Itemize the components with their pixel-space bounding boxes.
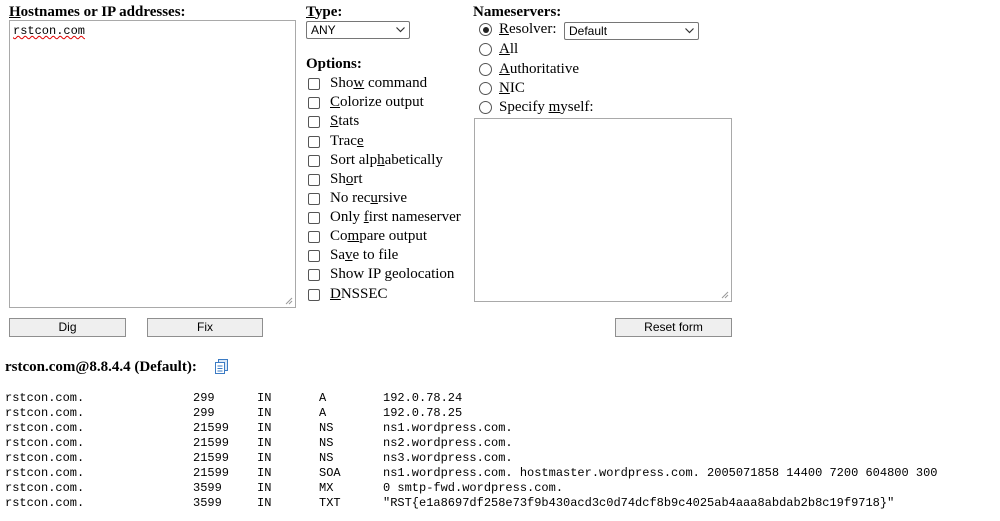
radio-label: All xyxy=(499,41,519,57)
result-cell-data: ns3.wordpress.com. xyxy=(383,451,513,465)
checkbox[interactable] xyxy=(308,174,320,186)
result-row xyxy=(0,466,1000,480)
option-label: Save to file xyxy=(330,247,399,263)
checkbox[interactable] xyxy=(308,155,320,167)
checkbox[interactable] xyxy=(308,212,320,224)
checkbox[interactable] xyxy=(308,193,320,205)
result-cell-cls: IN xyxy=(257,481,272,495)
result-cell-data: ns2.wordpress.com. xyxy=(383,436,513,450)
result-cell-cls: IN xyxy=(257,436,272,450)
type-select[interactable] xyxy=(306,21,410,39)
dig-button[interactable]: Dig xyxy=(9,318,126,337)
result-cell-data: ns1.wordpress.com. xyxy=(383,421,513,435)
option-label: DNSSEC xyxy=(330,286,388,302)
hostnames-label: Hostnames or IP addresses: xyxy=(9,4,186,20)
chevron-down-icon xyxy=(685,28,694,34)
result-cell-cls: IN xyxy=(257,391,272,405)
result-cell-data: 192.0.78.24 xyxy=(383,391,463,405)
result-cell-ttl: 299 xyxy=(193,406,215,420)
result-row xyxy=(0,421,1000,435)
radio-resolver-dot[interactable] xyxy=(479,23,492,36)
checkbox[interactable] xyxy=(308,97,320,109)
radio-dot[interactable] xyxy=(479,43,492,56)
reset-form-button[interactable]: Reset form xyxy=(615,318,732,337)
result-cell-name: rstcon.com. xyxy=(5,391,85,405)
checkbox[interactable] xyxy=(308,250,320,262)
option-label: Only first nameserver xyxy=(330,209,461,225)
checkbox[interactable] xyxy=(308,289,320,301)
result-cell-name: rstcon.com. xyxy=(5,421,85,435)
radio-label: Authoritative xyxy=(499,61,579,77)
nameservers-title: Nameservers: xyxy=(473,4,562,20)
result-cell-ttl: 3599 xyxy=(193,496,222,510)
option-label: Show IP geolocation xyxy=(330,266,455,282)
result-cell-cls: IN xyxy=(257,496,272,510)
result-cell-data: "RST{e1a8697df258e73f9b430acd3c0d74dcf8b9c4025ab4aaa8abdab2b8c19f9718}" xyxy=(383,496,895,510)
result-cell-data: 0 smtp-fwd.wordpress.com. xyxy=(383,481,564,495)
checkbox[interactable] xyxy=(308,116,320,128)
option-label: Trace xyxy=(330,133,364,149)
resolver-selected-value: Default xyxy=(569,24,608,38)
option-label: Compare output xyxy=(330,228,428,244)
result-cell-ttl: 21599 xyxy=(193,451,230,465)
option-label: No recursive xyxy=(330,190,408,206)
result-cell-data: ns1.wordpress.com. hostmaster.wordpress.com. 2005071858 14400 7200 604800 300 xyxy=(383,466,938,480)
option-label: Colorize output xyxy=(330,94,424,110)
option-label: Sort alphabetically xyxy=(330,152,443,168)
resolver-select[interactable] xyxy=(564,22,699,40)
checkbox[interactable] xyxy=(308,136,320,148)
result-row xyxy=(0,406,1000,420)
radio-dot[interactable] xyxy=(479,63,492,76)
result-cell-name: rstcon.com. xyxy=(5,451,85,465)
result-cell-type: NS xyxy=(319,436,334,450)
result-cell-name: rstcon.com. xyxy=(5,481,85,495)
chevron-down-icon xyxy=(396,27,405,33)
options-title: Options: xyxy=(306,56,362,72)
copy-icon[interactable] xyxy=(214,358,230,374)
result-cell-name: rstcon.com. xyxy=(5,496,85,510)
result-cell-ttl: 21599 xyxy=(193,436,230,450)
radio-dot[interactable] xyxy=(479,101,492,114)
resize-grip-icon[interactable] xyxy=(721,291,729,299)
result-cell-type: A xyxy=(319,391,327,405)
result-row xyxy=(0,451,1000,465)
checkbox[interactable] xyxy=(308,78,320,90)
result-cell-type: A xyxy=(319,406,327,420)
result-cell-cls: IN xyxy=(257,466,272,480)
radio-label: Specify myself: xyxy=(499,99,594,115)
nameservers-input[interactable] xyxy=(474,118,732,302)
result-row xyxy=(0,496,1000,510)
type-selected-value: ANY xyxy=(311,23,336,37)
result-cell-type: MX xyxy=(319,481,334,495)
result-cell-cls: IN xyxy=(257,406,272,420)
result-cell-type: NS xyxy=(319,451,334,465)
result-cell-name: rstcon.com. xyxy=(5,466,85,480)
radio-dot[interactable] xyxy=(479,82,492,95)
result-row xyxy=(0,391,1000,405)
result-cell-data: 192.0.78.25 xyxy=(383,406,463,420)
result-row xyxy=(0,481,1000,495)
hostnames-input[interactable] xyxy=(9,20,296,308)
result-title: rstcon.com@8.8.4.4 (Default): xyxy=(5,359,197,375)
option-label: Short xyxy=(330,171,363,187)
result-cell-type: NS xyxy=(319,421,334,435)
radio-label: NIC xyxy=(499,80,525,96)
result-cell-type: SOA xyxy=(319,466,341,480)
fix-button[interactable]: Fix xyxy=(147,318,263,337)
result-cell-ttl: 21599 xyxy=(193,421,230,435)
result-cell-ttl: 21599 xyxy=(193,466,230,480)
result-cell-cls: IN xyxy=(257,451,272,465)
result-cell-cls: IN xyxy=(257,421,272,435)
result-cell-name: rstcon.com. xyxy=(5,406,85,420)
result-row xyxy=(0,436,1000,450)
type-label: Type: xyxy=(306,4,343,20)
option-label: Stats xyxy=(330,113,360,129)
hostnames-value: rstcon.com xyxy=(13,24,86,38)
resize-grip-icon[interactable] xyxy=(285,297,293,305)
result-cell-ttl: 3599 xyxy=(193,481,222,495)
checkbox[interactable] xyxy=(308,231,320,243)
checkbox[interactable] xyxy=(308,269,320,281)
option-label: Show command xyxy=(330,75,428,91)
result-cell-type: TXT xyxy=(319,496,341,510)
result-cell-ttl: 299 xyxy=(193,391,215,405)
result-cell-name: rstcon.com. xyxy=(5,436,85,450)
